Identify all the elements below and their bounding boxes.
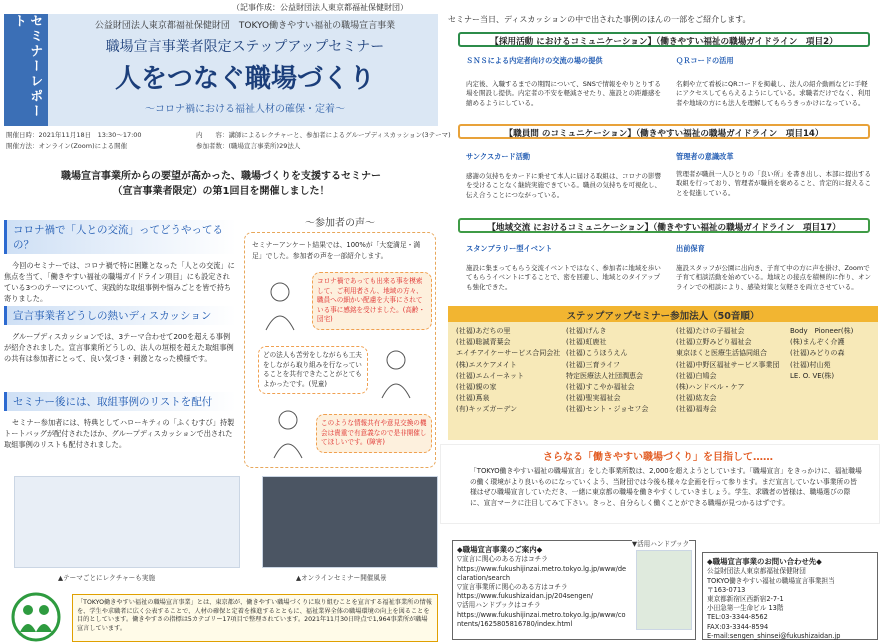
participant-item: (株)ハンドベル・ケア — [676, 382, 745, 391]
section-title-3: セミナー後には、取組事例のリストを配付 — [4, 392, 236, 411]
info-attendees: 参加者数：(職場宣言事業所)29法人 — [196, 142, 301, 150]
participant-item: (有)キッズガーデン — [456, 405, 518, 414]
participant-item — [790, 382, 876, 393]
participant-item: (社福)げんき — [566, 327, 607, 335]
organizer: 公益財団法人東京都福祉保健財団 TOKYO働きやすい福祉の職場宣言事業 — [94, 21, 396, 31]
voice-1-text: コロナ禍であっても出来る事を模索して、ご利用者さん、地域の方々、職員への細かい配慮を大事にされている事に感銘を受けました。(高齢・団宅) — [317, 277, 426, 324]
contact-line-5: 小田急第一生命ビル 13階 — [707, 604, 784, 613]
lecture-slide-photo — [14, 476, 240, 568]
participant-item: (社福)虹鹿社 — [566, 338, 607, 347]
person-illustration-1 — [262, 280, 298, 332]
guide-title: ◆職場宣言事業のご案内◆ — [457, 545, 543, 554]
aim-text: 「TOKYO働きやすい福祉の職場宣言」をした事業所数は、2,000を超えようとしています。「職場宣言」をきっかけに、福祉職場の働く環境がより良いものになっていくよう、当財団では今後も様々な企画を行って参ります。まだ宣言していない事業所の皆様はぜひ職場宣言していただき、一緒に東京都の職場を働きやすくしていきましょう。学生、求職者の皆様は、職場選びの際に、宣言マークに注目してみて下さい。きっと、自分らしく働くことができる職場が見つかるはずです。 — [470, 467, 862, 507]
participants-col-4 — [790, 326, 876, 416]
seminar-title: 人をつなぐ職場づくり — [114, 64, 375, 94]
declaration-project-note: 「TOKYO働きやすい福祉の職場宣言事業」とは、東京都が、働きやすい職場づくりに取り組むことを宣言する福祉事業所の情報を、学生や求職者に広く公表することで、人材の確保と定着を推進するとともに、福祉業界全体の職場環境の向上を図ることを目的としています。働きやすさの指標は5カテゴリー17項目で整理されています。2021年11月30日時点で1,964事業所が職場宣言しています。 — [72, 594, 438, 642]
voice-3-text: このような情報共有や意見交換の機会は貴重で有意義なので是非開催してほしいです。(障害) — [321, 419, 427, 447]
section-text-2: グループディスカッションでは、3テーマ合わせて200を超える事例が紹介されました。宣言事業所どうしの、法人の垣根を超えた取組事例の共有は参加者にとって、良い気づき・刺激となった模様です。 — [4, 332, 234, 364]
right-intro: セミナー当日、ディスカッションの中で出された事例のほんの一部をご紹介します。 — [448, 15, 751, 24]
participant-item: 特定医療法人社団潤恵会 — [566, 371, 643, 380]
voice-bubble-1 — [312, 272, 432, 330]
contact-line-1: 公益財団法人東京都福祉保健財団 — [707, 567, 806, 576]
participant-item: (社福)中野区福祉サービス事業団 — [676, 360, 780, 369]
participant-item: (社福)あだちの里 — [456, 327, 511, 335]
lead-line-1: 職場宣言事業所からの要望が高かった、職場づくりを支援するセミナー — [61, 171, 381, 182]
lead-text — [4, 170, 438, 199]
participant-item — [790, 404, 876, 415]
seminar-report-badge: セミナーレポート — [4, 14, 48, 126]
guide-link-2[interactable]: https://www.fukushizaidan.jp/204sengen/ — [457, 592, 594, 601]
section-title-2: 宣言事業者どうしの熱いディスカッション — [4, 306, 236, 325]
participant-item: (社福)こうほうえん — [566, 349, 628, 358]
guide-link-3[interactable]: https://www.fukushijinzai.metro.tokyo.lg.jp/www/contents/1625805816780/index.html — [457, 610, 626, 628]
participant-item: (社福)聡誠青葉会 — [456, 338, 511, 347]
category-3-title: 【地域交流 におけるコミュニケーション】（働きやすい福祉の職場ガイドライン 項目17） — [458, 218, 870, 233]
participant-item: LE. O. VE(株) — [790, 371, 835, 380]
participant-item: (社福)蔦泉 — [456, 394, 490, 403]
participant-item: (社福)紘友会 — [676, 394, 717, 403]
category-2-title: 【職員間 のコミュニケーション】（働きやすい福祉の職場ガイドライン 項目14） — [458, 124, 870, 139]
handbook-label: ▼活用ハンドブック — [632, 540, 690, 548]
participants-col-1 — [456, 326, 562, 416]
participant-item: Body Pioneer(株) — [790, 327, 854, 335]
cat1-text-1: 内定後、入職するまでの期間について、SNSで情報をやりとりする場を開設し提供。内定者の不安を軽減させたり、施設との距離感を縮めるようにしている。 — [466, 80, 661, 107]
info-date: 開催日時：2021年11月18日 13:30〜17:00 — [6, 131, 142, 139]
section-title-1: コロナ禍で「人との交流」ってどうやってるの？ — [4, 220, 236, 254]
person-illustration-2 — [378, 348, 414, 400]
guide-link-1[interactable]: https://www.fukushijinzai.metro.tokyo.lg.jp/www/declaration/search — [457, 564, 627, 582]
handbook-cover — [636, 550, 692, 630]
participant-item: (社福)村山苑 — [790, 360, 831, 369]
voice-2-text: どの法人も苦労をしながらも工夫をしながら取り組みを行なっていることを共有できたことがとてもよかったです。(児童) — [263, 351, 362, 388]
person-illustration-3 — [270, 408, 306, 460]
section-text-1: 今回のセミナーでは、コロナ禍で特に困難となった「人との交流」に焦点を当て、「働きやすい福祉の職場ガイドライン項目」にも設定されている3つのテーマについて、実践的な取組事例や悩みごとを皆で持ち寄りました。 — [4, 261, 235, 304]
seminar-subtitle: 職場宣言事業者限定ステップアップセミナー — [105, 39, 385, 55]
participant-item — [790, 393, 876, 404]
guide-line-1: ▽宣言に関心のある方はコチラ — [457, 555, 548, 564]
participants-title: ステップアップセミナー参加法人（50音順） — [448, 306, 878, 322]
participant-item: エイチアイケーサービス合同会社 — [456, 349, 561, 358]
declaration-mark-logo — [6, 592, 66, 642]
cat1-sub-1: ＳＮＳによる内定者向けの交流の場の提供 — [466, 56, 603, 65]
cat3-text-1: 施設に集まってもらう交流イベントではなく、参加者に地域を歩いてもらうイベントにすることで、密を回避し、地域とのタイアップも強化できた。 — [466, 264, 661, 291]
cat2-text-2: 管理者が職員一人ひとりの「良い所」を書き出し、本部に提出する取組を行っており、管理者が職員を褒めること、肯定的に捉えることを促進している。 — [676, 170, 871, 197]
cat1-text-2: 名刺や立て看板にQRコードを掲載し、法人の紹介動画などに手軽にアクセスしてもらえるようにしている。求職者だけでなく、利用者や地域の方にも法人を理解してもらうきっかけになっている。 — [676, 80, 871, 107]
caption-online: ▲オンラインセミナー開催風景 — [296, 574, 387, 582]
participant-item: (社福)みどりの森 — [790, 349, 845, 358]
participants-col-2 — [566, 326, 672, 416]
participant-item: (社福)すこやか福祉会 — [566, 382, 635, 391]
cat3-sub-1: スタンプラリー型イベント — [466, 244, 553, 253]
participants-col-3 — [676, 326, 786, 416]
contact-fax: FAX:03-3344-8594 — [707, 622, 769, 631]
guide-line-3: ▽活用ハンドブックはコチラ — [457, 601, 541, 610]
seminar-tagline: 〜コロナ禍における福祉人材の確保・定着〜 — [145, 104, 345, 115]
contact-email[interactable]: E-mail:sengen_shinsei@fukushizaidan.jp — [707, 631, 841, 640]
voice-bubble-3 — [316, 414, 432, 453]
info-method: 開催方法：オンライン(Zoom)による開催 — [6, 142, 128, 150]
contact-box — [702, 552, 878, 640]
info-content: 内 容：講師によるレクチャーと、参加者によるグループディスカッション(3テーマ) — [196, 131, 451, 139]
article-credit: （記事作成：公益財団法人東京都福祉保健財団） — [232, 3, 408, 12]
contact-line-4: 東京都新宿区西新宿2-7-1 — [707, 595, 784, 604]
participant-item: (社福)立野みどり福祉会 — [676, 338, 752, 347]
voice-title: 〜参加者の声〜 — [290, 214, 390, 229]
participant-item: (社福)セント・ジョセフ会 — [566, 405, 649, 414]
participant-item: (社福)聖実福祉会 — [566, 394, 621, 403]
cat1-sub-2: ＱＲコードの活用 — [676, 56, 734, 65]
guide-line-2: ▽宣言事業所に関心のある方はコチラ — [457, 583, 568, 592]
participant-item: (株)まんぞく介護 — [790, 338, 845, 347]
online-seminar-photo — [262, 476, 438, 568]
contact-line-2: TOKYO働きやすい福祉の職場宣言事業担当 — [707, 576, 835, 585]
participant-item: (社福)福寿会 — [676, 405, 717, 414]
contact-line-3: 〒163-0713 — [707, 585, 746, 594]
section-text-3: セミナー参加者には、特典としてハローキティの「ふくむすび」持製トートバッグが配付されたほか、グループディスカッションで出された取組事例のリストも配付されました。 — [4, 418, 235, 450]
cat2-sub-1: サンクスカード活動 — [466, 152, 531, 161]
voice-bubble-2 — [258, 346, 368, 394]
participant-item: (社福)たけの子福祉会 — [676, 327, 745, 335]
participant-item: (社福)エムイーネット — [456, 371, 524, 380]
cat2-text-1: 感謝の気持ちをカードに乗せて本人に届ける取組は、コロナの影響を受けることなく継続実施できている。職員の気持ちを可視化し、伝え合うことにつながっている。 — [466, 172, 661, 199]
participant-item: (株)エスケアメイト — [456, 360, 517, 369]
participant-item: (社福)白鳩会 — [676, 371, 717, 380]
contact-tel: TEL:03-3344-8562 — [707, 613, 768, 622]
caption-lecture: ▲テーマごとにレクチャーも実施 — [58, 574, 156, 582]
cat2-sub-2: 管理者の意識改革 — [676, 152, 734, 161]
participant-item: (社福)親の家 — [456, 382, 497, 391]
lead-line-2: （宣言事業者限定）の第1回目を開催しました！ — [112, 185, 330, 197]
cat3-text-2: 施設スタッフが公園に出向き、子育て中の方に声を掛け、Zoomで子育て相談活動を始めている。地域との接点を積極的に作り、オンラインでの相談により、感染対策と気軽さを両立させている。 — [676, 264, 871, 291]
contact-title: ◆職場宣言事業のお問い合わせ先◆ — [707, 557, 822, 566]
aim-title: さらなる「働きやすい職場づくり」を目指して…… — [543, 452, 773, 463]
participant-item: (社福)三育ライフ — [566, 360, 621, 369]
voice-intro: セミナーアンケート結果では、100%が「大変満足・満足」でした。参加者の声を一部紹介します。 — [252, 241, 421, 260]
participant-item: 東京ほくと医療生活協同組合 — [676, 349, 767, 358]
cat3-sub-2: 出前保育 — [676, 244, 705, 253]
category-1-title: 【採用活動 におけるコミュニケーション】（働きやすい福祉の職場ガイドライン 項目2） — [458, 32, 870, 47]
